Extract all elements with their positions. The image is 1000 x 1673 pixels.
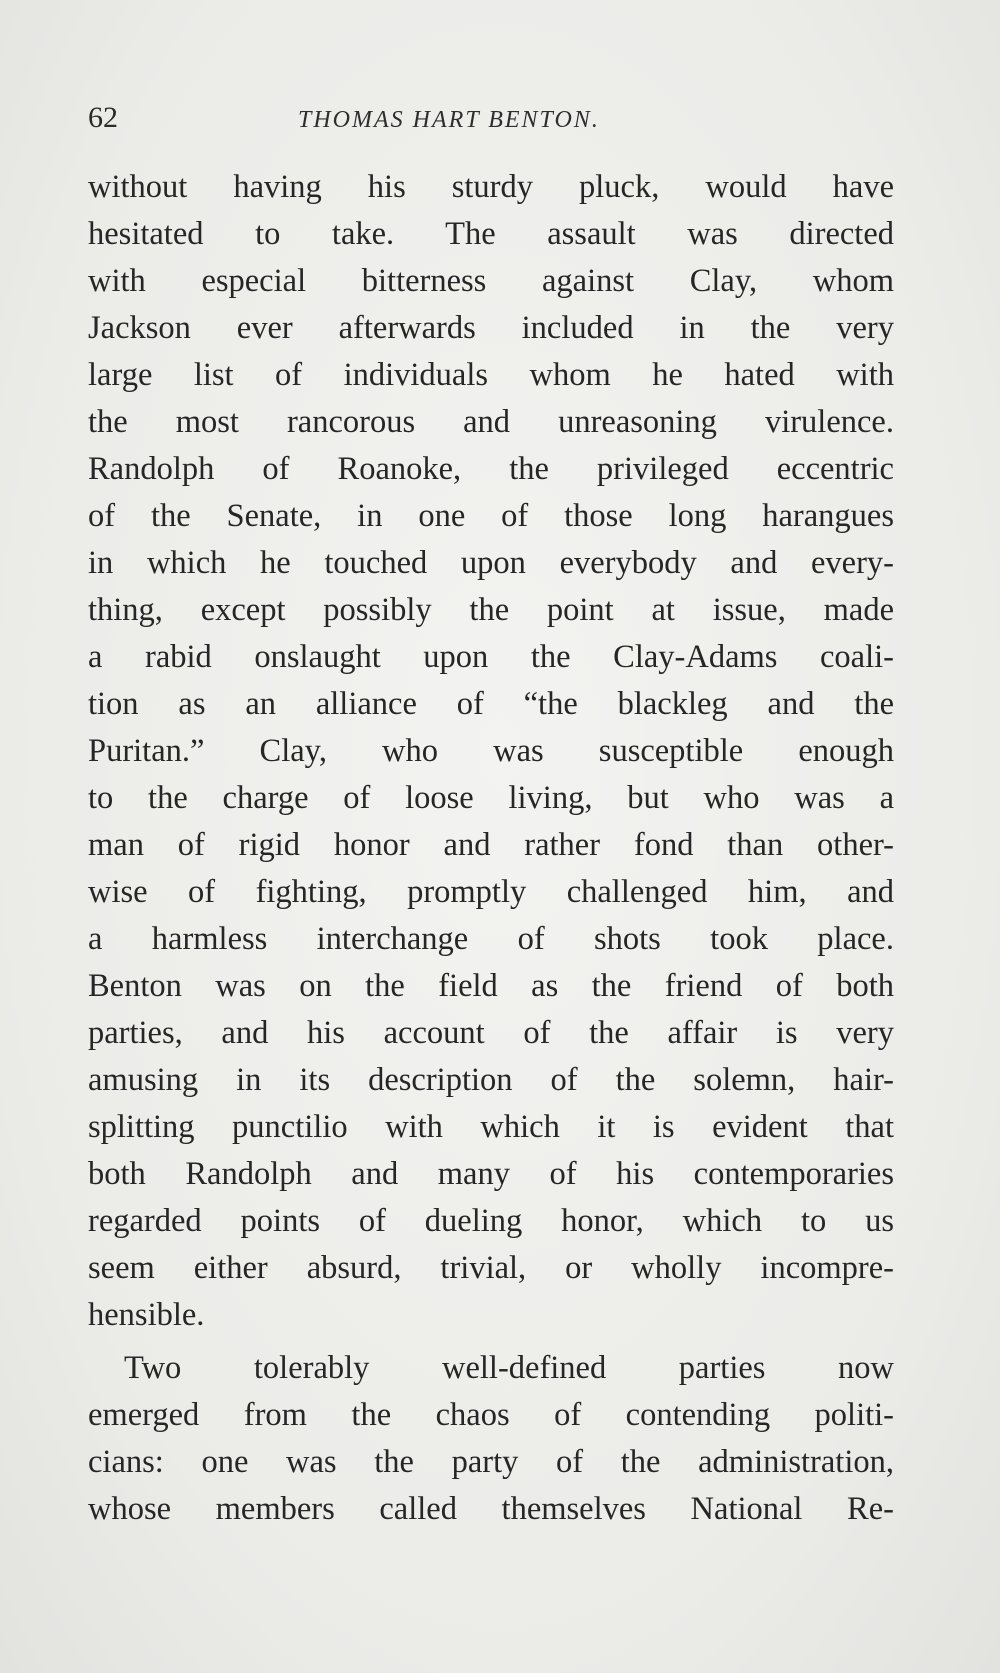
text-line: seem either absurd, trivial, or wholly incompre- — [88, 1250, 894, 1286]
text-line: splitting punctilio with which it is evident that — [88, 1109, 894, 1145]
text-line: to the charge of loose living, but who was a — [88, 780, 894, 816]
text-line: of the Senate, in one of those long harangues — [88, 498, 894, 534]
paragraph-2 — [88, 1345, 894, 1533]
text-line: whose members called themselves National Re- — [88, 1491, 894, 1527]
text-line: a rabid onslaught upon the Clay-Adams coali- — [88, 639, 894, 675]
text-line: without having his sturdy pluck, would have — [88, 169, 894, 205]
running-title: THOMAS HART BENTON. — [298, 107, 600, 133]
running-head — [88, 98, 894, 138]
text-line: regarded points of dueling honor, which to us — [88, 1203, 894, 1239]
text-line: in which he touched upon everybody and every- — [88, 545, 894, 581]
text-line: tion as an alliance of “the blackleg and the — [88, 686, 894, 722]
text-line: hensible. — [88, 1297, 205, 1333]
text-line: Randolph of Roanoke, the privileged eccentric — [88, 451, 894, 487]
text-line: both Randolph and many of his contemporaries — [88, 1156, 894, 1192]
text-line: Two tolerably well-defined parties now — [124, 1350, 894, 1386]
text-line: man of rigid honor and rather fond than other- — [88, 827, 894, 863]
text-line: Benton was on the field as the friend of both — [88, 968, 894, 1004]
text-line: emerged from the chaos of contending politi- — [88, 1397, 894, 1433]
text-line: wise of fighting, promptly challenged him, and — [88, 874, 894, 910]
body-text — [88, 164, 894, 1533]
text-line: the most rancorous and unreasoning virulence. — [88, 404, 894, 440]
text-line: Jackson ever afterwards included in the very — [88, 310, 894, 346]
text-line: hesitated to take. The assault was directed — [88, 216, 894, 252]
text-line: large list of individuals whom he hated with — [88, 357, 894, 393]
page-number: 62 — [88, 101, 118, 134]
text-line: amusing in its description of the solemn, hair- — [88, 1062, 894, 1098]
text-line: cians: one was the party of the administration, — [88, 1444, 894, 1480]
text-line: Puritan.” Clay, who was susceptible enough — [88, 733, 894, 769]
text-line: with especial bitterness against Clay, whom — [88, 263, 894, 299]
text-line: thing, except possibly the point at issue, made — [88, 592, 894, 628]
text-line: parties, and his account of the affair is very — [88, 1015, 894, 1051]
paragraph-1 — [88, 164, 894, 1339]
text-line: a harmless interchange of shots took place. — [88, 921, 894, 957]
